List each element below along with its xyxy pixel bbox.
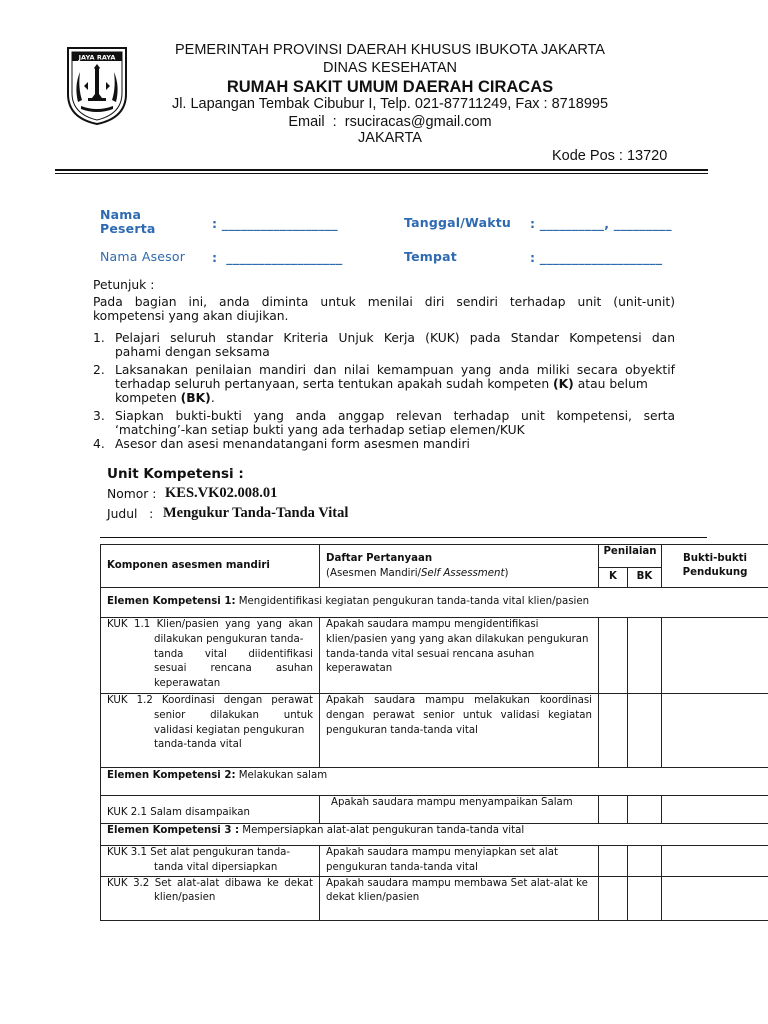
- element-row: [101, 824, 768, 846]
- element-row: [101, 768, 768, 796]
- table-row: [101, 876, 768, 920]
- unit-kompetensi-title: Unit Kompetensi :: [107, 466, 244, 482]
- nomor-label: Nomor :: [107, 487, 157, 501]
- k-checkbox-cell[interactable]: [599, 618, 628, 694]
- kompeten-k-label: (K): [553, 377, 574, 391]
- instruction-number: 3.: [93, 409, 105, 423]
- header-department: DINAS KESEHATAN: [322, 60, 458, 76]
- element-label: Elemen Kompetensi 2:: [107, 770, 236, 781]
- header-hospital-name: RUMAH SAKIT UMUM DAERAH CIRACAS: [226, 78, 554, 96]
- instruction-item-line: ‘matching’-kan setiap bukti yang ada terhadap setiap elemen/KUK: [115, 423, 525, 437]
- question-cell: Apakah saudara mampu mengidentifikasi klien/pasien yang yang akan dilakukan pengukuran tanda-tanda vital sesuai rencana asuhan keperawatan: [320, 618, 599, 694]
- kuk-cell: KUK 3.2 Set alat-alat dibawa ke dekat klien/pasien: [101, 876, 320, 920]
- judul-label: Judul :: [107, 507, 154, 521]
- nama-asesor-label: Nama Asesor: [100, 249, 186, 264]
- header-email: Email : rsuciracas@gmail.com: [288, 114, 492, 130]
- instruction-item-line: Asesor dan asesi menandatangani form asesmen mandiri: [115, 437, 470, 451]
- element-text: Melakukan salam: [235, 770, 328, 781]
- header-address: Jl. Lapangan Tembak Cibubur I, Telp. 021-87711249, Fax : 8718995: [171, 96, 609, 112]
- judul-value: Mengukur Tanda-Tanda Vital: [163, 505, 349, 521]
- assessment-table: [100, 544, 768, 921]
- instruction-item-line: Pelajari seluruh standar Kriteria Unjuk Kerja (KUK) pada Standar Kompetensi dan: [115, 331, 675, 345]
- bukti-cell[interactable]: [662, 694, 768, 768]
- k-column-header: K: [599, 568, 628, 588]
- question-cell: Apakah saudara mampu menyampaikan Salam: [320, 796, 599, 824]
- nama-peserta-label: Nama Peserta: [100, 207, 156, 236]
- daftar-pertanyaan-header: Daftar Pertanyaan (Asesmen Mandiri/Self Assessment): [320, 545, 599, 588]
- bk-checkbox-cell[interactable]: [628, 876, 662, 920]
- bukti-cell[interactable]: [662, 618, 768, 694]
- tempat-label: Tempat: [404, 249, 457, 264]
- nama-peserta-field[interactable]: : __________________: [212, 216, 338, 231]
- bukti-cell[interactable]: [662, 876, 768, 920]
- instruction-item-line: Laksanakan penilaian mandiri dan nilai kemampuan yang anda miliki secara obyektif: [115, 363, 675, 377]
- kuk-cell: KUK 1.1 Klien/pasien yang yang akan dilakukan pengukuran tanda- tanda vital diidentifikasi sesuai rencana asuhan keperawatan: [101, 618, 320, 694]
- k-checkbox-cell[interactable]: [599, 846, 628, 877]
- bk-checkbox-cell[interactable]: [628, 846, 662, 877]
- table-row: [101, 796, 768, 824]
- header-divider-thin: [55, 173, 708, 174]
- header-government: PEMERINTAH PROVINSI DAERAH KHUSUS IBUKOTA JAKARTA: [175, 42, 605, 58]
- element-label: Elemen Kompetensi 1:: [107, 596, 236, 608]
- tanggal-waktu-label: Tanggal/Waktu: [404, 215, 511, 230]
- table-header-row: [101, 545, 768, 568]
- instruction-number: 4.: [93, 437, 105, 451]
- question-cell: Apakah saudara mampu melakukan koordinasi dengan perawat senior untuk validasi kegiatan pengukuran tanda-tanda vital: [320, 694, 599, 768]
- element-label: Elemen Kompetensi 3 :: [107, 825, 240, 836]
- header-postal-code: Kode Pos : 13720: [552, 148, 668, 164]
- table-row: [101, 846, 768, 877]
- instruction-number: 2.: [93, 363, 105, 377]
- bk-checkbox-cell[interactable]: [628, 796, 662, 824]
- penilaian-header: Penilaian: [599, 545, 662, 568]
- question-cell: Apakah saudara mampu membawa Set alat-alat ke dekat klien/pasien: [320, 876, 599, 920]
- table-row: [101, 618, 768, 694]
- instructions-intro-line2: kompetensi yang akan diujikan.: [93, 309, 289, 323]
- tanggal-waktu-field[interactable]: : __________, _________: [530, 216, 672, 231]
- belum-kompeten-bk-label: (BK): [180, 391, 211, 405]
- kuk-cell: KUK 3.1 Set alat pengukuran tanda- tanda vital dipersiapkan: [101, 846, 320, 877]
- jakarta-emblem-logo: [64, 42, 130, 126]
- k-checkbox-cell[interactable]: [599, 796, 628, 824]
- nomor-value: KES.VK02.008.01: [165, 485, 278, 501]
- bk-column-header: BK: [628, 568, 662, 588]
- question-cell: Apakah saudara mampu menyiapkan set alat pengukuran tanda-tanda vital: [320, 846, 599, 877]
- element-text: Mempersiapkan alat-alat pengukuran tanda-tanda vital: [239, 825, 525, 836]
- header-city: JAKARTA: [358, 130, 422, 146]
- instruction-item-line: Siapkan bukti-bukti yang anda anggap relevan terhadap unit kompetensi, serta: [115, 409, 675, 423]
- k-checkbox-cell[interactable]: [599, 876, 628, 920]
- bk-checkbox-cell[interactable]: [628, 618, 662, 694]
- element-text: Mengidentifikasi kegiatan pengukuran tanda-tanda vital klien/pasien: [235, 596, 590, 608]
- instructions-title: Petunjuk :: [93, 278, 155, 292]
- instruction-item-line: terhadap seluruh pertanyaan, serta tentukan apakah sudah kompeten (K) atau belum: [115, 377, 648, 391]
- instruction-item-line: pahami dengan seksama: [115, 345, 270, 359]
- nama-asesor-field[interactable]: : __________________: [212, 250, 343, 265]
- instruction-item-line: kompeten (BK).: [115, 391, 215, 405]
- svg-text:JAYA RAYA: JAYA RAYA: [78, 53, 116, 62]
- bukti-cell[interactable]: [662, 796, 768, 824]
- bukti-cell[interactable]: [662, 846, 768, 877]
- kuk-cell: KUK 1.2 Koordinasi dengan perawat senior dilakukan untuk validasi kegiatan pengukuran tanda-tanda vital: [101, 694, 320, 768]
- bk-checkbox-cell[interactable]: [628, 694, 662, 768]
- k-checkbox-cell[interactable]: [599, 694, 628, 768]
- header-divider-thick: [55, 169, 708, 171]
- element-row: [101, 588, 768, 618]
- instruction-number: 1.: [93, 331, 105, 345]
- komponen-header: Komponen asesmen mandiri: [101, 545, 320, 588]
- unit-divider: [100, 537, 707, 538]
- kuk-cell: KUK 2.1 Salam disampaikan: [101, 796, 320, 824]
- table-row: [101, 694, 768, 768]
- instructions-intro-line1: Pada bagian ini, anda diminta untuk menilai diri sendiri terhadap unit (unit-unit): [93, 295, 675, 309]
- tempat-field[interactable]: : ___________________: [530, 250, 663, 265]
- bukti-pendukung-header: Bukti-bukti Pendukung: [662, 545, 768, 588]
